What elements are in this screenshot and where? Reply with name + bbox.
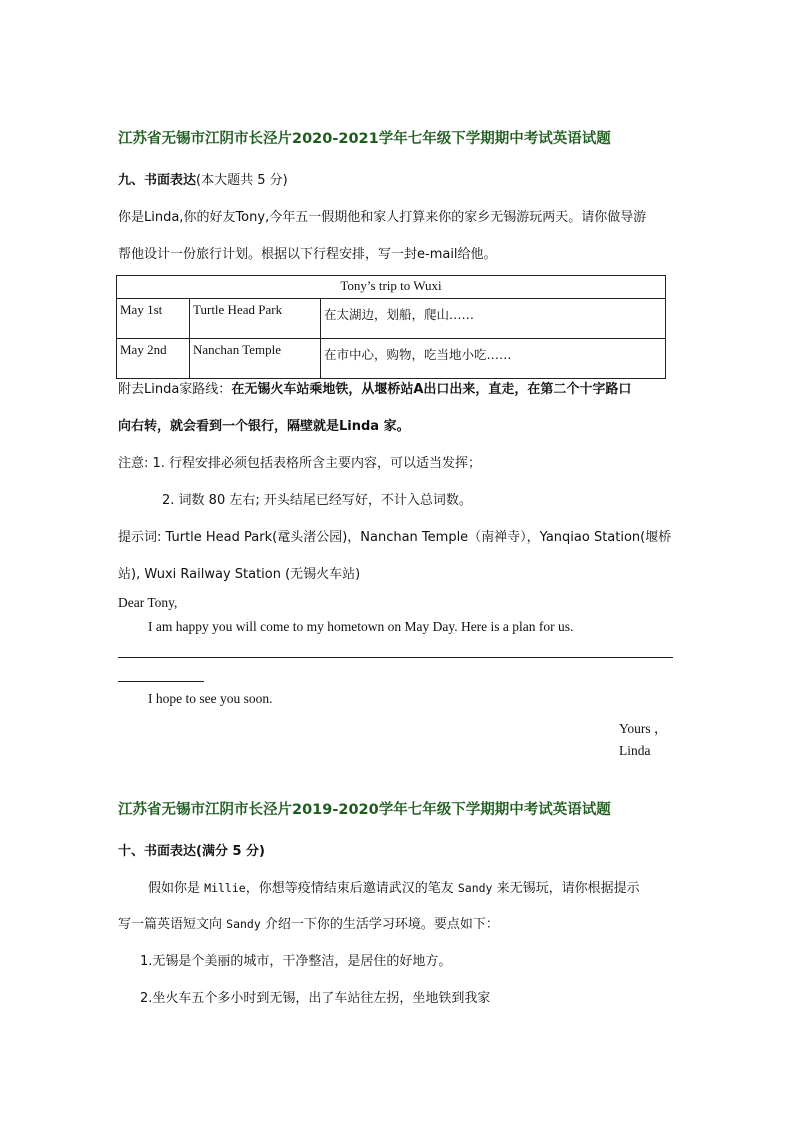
- table-cell-activities: 在市中心，购物，吃当地小吃……: [321, 339, 666, 379]
- section2-para-line-2: [118, 913, 499, 932]
- route-line-2: 向右转，就会看到一个银行，隔壁就是Linda 家。: [118, 419, 410, 434]
- para-text: 来无锡玩，请你根据提示: [496, 881, 640, 896]
- para-name-sandy: Sandy: [457, 881, 493, 895]
- trip-table-header: Tony’s trip to Wuxi: [117, 276, 666, 299]
- route-line-1: [118, 378, 631, 397]
- section2-para-line-1: [148, 877, 640, 896]
- table-cell-date: May 1st: [117, 299, 190, 339]
- letter-signature: Linda: [619, 743, 651, 758]
- section1-heading-note: (本大题共 5 分): [196, 173, 288, 188]
- answer-line: [118, 657, 673, 658]
- hint-line-1: 提示词: Turtle Head Park(鼋头渚公园)，Nanchan Temple（南禅寺），Yanqiao Station(堰桥: [118, 530, 672, 545]
- note-line-1: 注意: 1. 行程安排必须包括表格所含主要内容，可以适当发挥；: [118, 456, 482, 471]
- intro-line-1: 你是Linda,你的好友Tony,今年五一假期他和家人打算来你的家乡无锡游玩两天。请你做导游: [118, 210, 647, 225]
- section2-point-1: 1.无锡是个美丽的城市，干净整洁，是居住的好地方。: [140, 954, 452, 969]
- intro-line-2: 帮他设计一份旅行计划。根据以下行程安排，写一封e-mail给他。: [118, 247, 497, 262]
- section1-heading-text: 九、书面表达: [118, 173, 197, 188]
- table-cell-place: Nanchan Temple: [190, 339, 321, 379]
- para-text: 写一篇英语短文向: [118, 917, 223, 932]
- trip-plan-table: [116, 275, 666, 379]
- letter-sign-off: Yours ，: [619, 721, 668, 736]
- para-text: ，你想等疫情结束后邀请武汉的笔友: [245, 881, 454, 896]
- letter-opening: I am happy you will come to my hometown on May Day. Here is a plan for us.: [148, 619, 574, 634]
- section1-heading: [118, 169, 288, 188]
- section2-heading: 十、书面表达(满分 5 分): [118, 844, 265, 859]
- section2-title: 江苏省无锡市江阴市长泾片2019-2020学年七年级下学期期中考试英语试题: [118, 802, 611, 818]
- section1-title: 江苏省无锡市江阴市长泾片2020-2021学年七年级下学期期中考试英语试题: [118, 131, 611, 147]
- note-line-2: 2. 词数 80 左右; 开头结尾已经写好，不计入总词数。: [162, 493, 472, 508]
- table-cell-activities: 在太湖边，划船，爬山……: [321, 299, 666, 339]
- table-row: [117, 339, 666, 379]
- section2-point-2: 2.坐火车五个多小时到无锡，出了车站往左拐，坐地铁到我家: [140, 991, 491, 1006]
- letter-closing-line: I hope to see you soon.: [148, 691, 273, 706]
- table-row: [117, 299, 666, 339]
- route-prefix: 附去Linda家路线：: [118, 382, 232, 397]
- letter-greeting: Dear Tony,: [118, 595, 178, 610]
- para-name-sandy: Sandy: [226, 917, 261, 931]
- answer-line-short: [118, 681, 204, 682]
- para-text: 介绍一下你的生活学习环境。要点如下：: [264, 917, 499, 932]
- hint-line-2: 站), Wuxi Railway Station (无锡火车站): [118, 567, 361, 582]
- route-text-bold-1: 在无锡火车站乘地铁，从堰桥站A出口出来，直走，在第二个十字路口: [231, 382, 632, 397]
- table-cell-date: May 2nd: [117, 339, 190, 379]
- para-name-millie: Millie: [204, 881, 246, 895]
- para-text: 假如你是: [148, 881, 201, 896]
- table-cell-place: Turtle Head Park: [190, 299, 321, 339]
